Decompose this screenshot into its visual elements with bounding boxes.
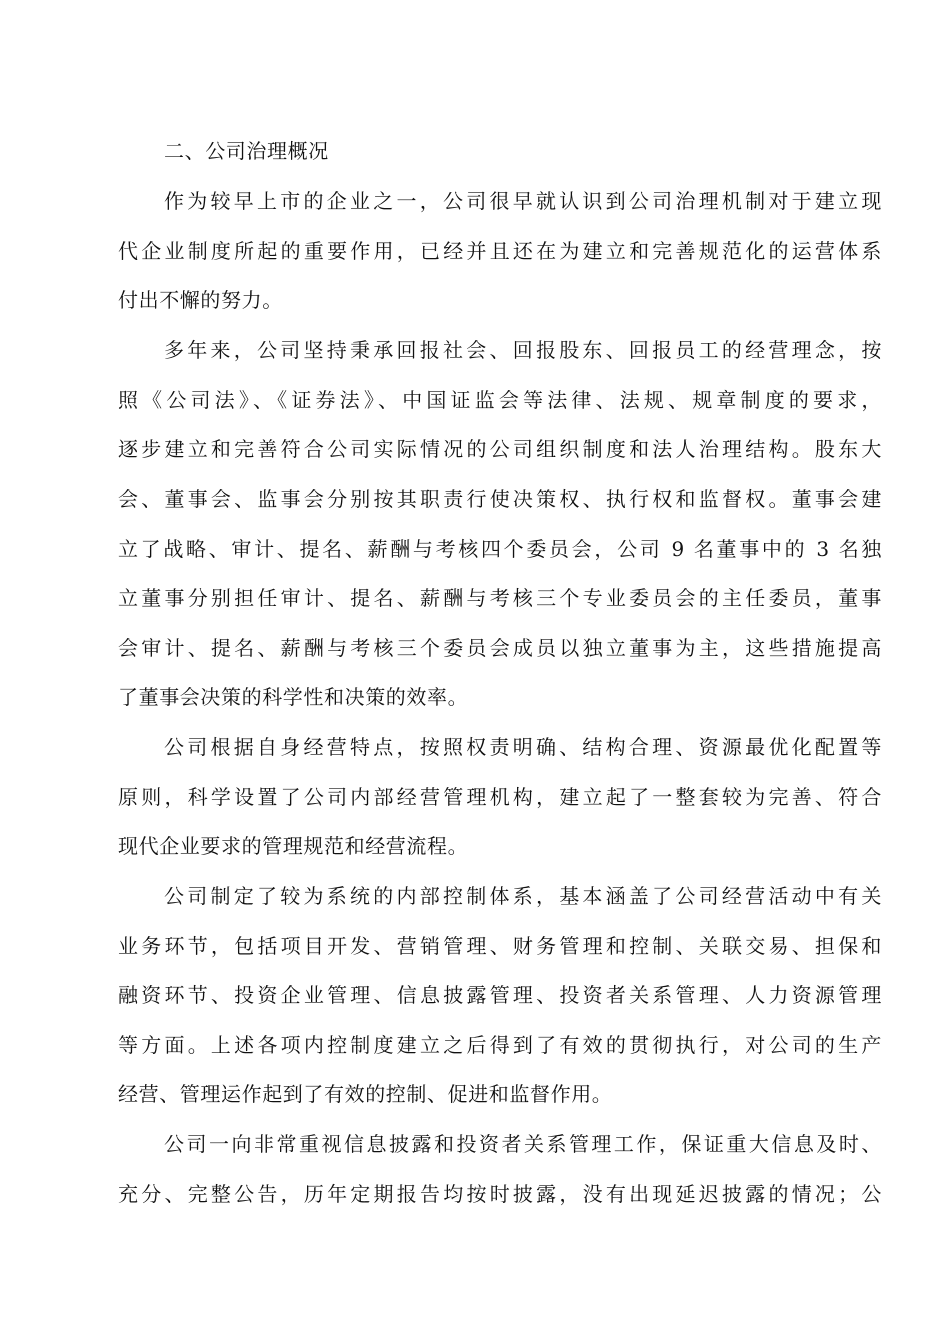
paragraph-5-line-1: 公司一向非常重视信息披露和投资者关系管理工作，保证重大信息及时、 xyxy=(164,1132,882,1156)
paragraph-3-line-3: 现代企业要求的管理规范和经营流程。 xyxy=(118,834,469,858)
section-heading: 二、公司治理概况 xyxy=(164,139,329,163)
paragraph-2-line-7: 会审计、提名、薪酬与考核三个委员会成员以独立董事为主，这些措施提高 xyxy=(118,636,882,660)
paragraph-4-line-1: 公司制定了较为系统的内部控制体系，基本涵盖了公司经营活动中有关 xyxy=(164,884,882,908)
paragraph-3-line-2: 原则，科学设置了公司内部经营管理机构，建立起了一整套较为完善、符合 xyxy=(118,785,882,809)
paragraph-1-line-1: 作为较早上市的企业之一，公司很早就认识到公司治理机制对于建立现 xyxy=(164,189,882,213)
paragraph-4-line-5: 经营、管理运作起到了有效的控制、促进和监督作用。 xyxy=(118,1082,613,1106)
paragraph-2-line-1: 多年来，公司坚持秉承回报社会、回报股东、回报员工的经营理念，按 xyxy=(164,338,882,362)
paragraph-2-line-6: 立董事分别担任审计、提名、薪酬与考核三个专业委员会的主任委员，董事 xyxy=(118,586,882,610)
paragraph-4-line-4: 等方面。上述各项内控制度建立之后得到了有效的贯彻执行，对公司的生产 xyxy=(118,1033,882,1057)
paragraph-2-line-8: 了董事会决策的科学性和决策的效率。 xyxy=(118,685,469,709)
paragraph-4-line-2: 业务环节，包括项目开发、营销管理、财务管理和控制、关联交易、担保和 xyxy=(118,934,882,958)
paragraph-2-line-5: 立了战略、审计、提名、薪酬与考核四个委员会，公司 9 名董事中的 3 名独 xyxy=(118,537,882,561)
paragraph-5-line-2: 充分、完整公告，历年定期报告均按时披露，没有出现延迟披露的情况；公 xyxy=(118,1182,882,1206)
paragraph-2-line-2: 照《公司法》、《证券法》、中国证监会等法律、法规、规章制度的要求， xyxy=(118,388,882,412)
paragraph-4-line-3: 融资环节、投资企业管理、信息披露管理、投资者关系管理、人力资源管理 xyxy=(118,983,882,1007)
paragraph-1-line-2: 代企业制度所起的重要作用，已经并且还在为建立和完善规范化的运营体系 xyxy=(118,239,882,263)
paragraph-3-line-1: 公司根据自身经营特点，按照权责明确、结构合理、资源最优化配置等 xyxy=(164,735,882,759)
paragraph-2-line-4: 会、董事会、监事会分别按其职责行使决策权、执行权和监督权。董事会建 xyxy=(118,487,882,511)
paragraph-2-line-3: 逐步建立和完善符合公司实际情况的公司组织制度和法人治理结构。股东大 xyxy=(118,437,882,461)
paragraph-1-line-3: 付出不懈的努力。 xyxy=(118,288,283,312)
